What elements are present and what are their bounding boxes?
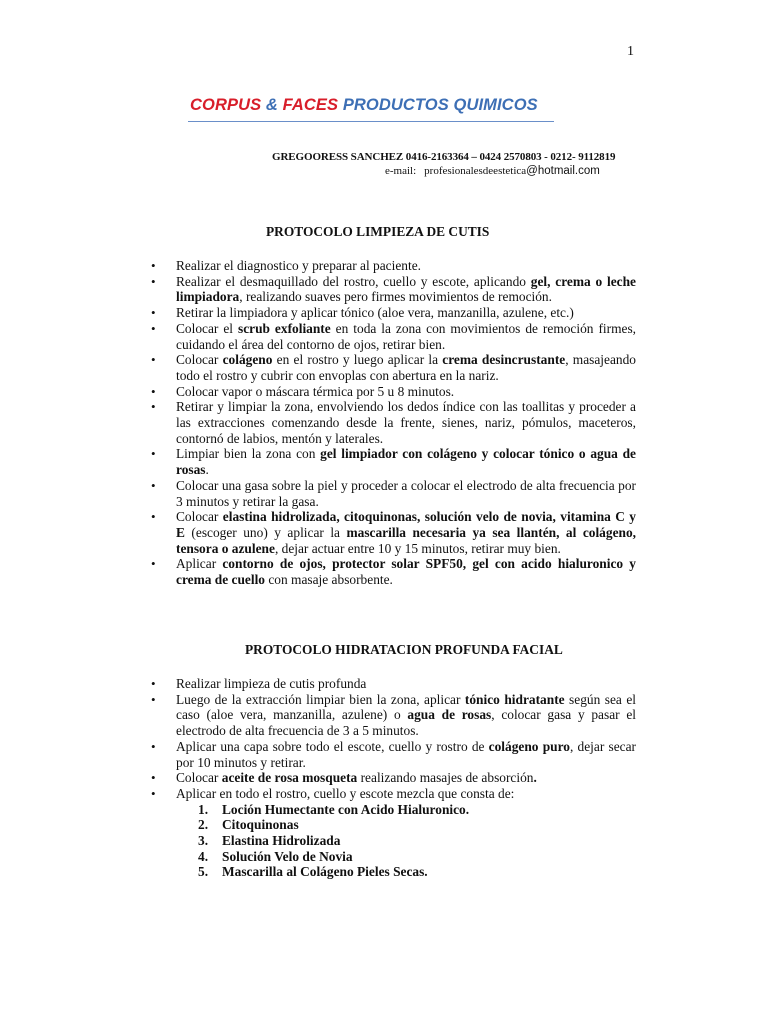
bold-text: scrub exfoliante: [237, 320, 331, 336]
text: en toda la zona con movimientos de remoción firmes, cuidando el área del contorno de ojos, retirar bien.: [176, 320, 637, 352]
mixture-number: 1.: [198, 801, 209, 817]
list-item: [0, 446, 636, 477]
list-item: [0, 739, 636, 770]
protocol2-heading: PROTOCOLO HIDRATACION PROFUNDA FACIAL: [245, 642, 563, 657]
text: Colocar: [176, 509, 223, 525]
list-item: [0, 556, 636, 587]
brand-faces: FACES: [282, 96, 339, 114]
bold-text: agua de rosas: [407, 707, 492, 723]
mixture-number: 2.: [198, 817, 209, 833]
mixture-item: [176, 817, 636, 833]
mixture-item: [176, 802, 636, 818]
text: Colocar el: [176, 320, 238, 336]
mixture-list: [176, 802, 636, 881]
protocol2-list: [0, 676, 636, 880]
text: realizando masajes de absorción: [357, 770, 534, 786]
text: Colocar: [176, 770, 222, 786]
list-item: [0, 478, 636, 509]
text: con masaje absorbente.: [265, 572, 393, 588]
list-item: [0, 509, 636, 556]
mixture-text: Loción Humectante con Acido Hialuronico.: [222, 801, 470, 817]
bold-text: .: [533, 770, 537, 786]
text: Colocar vapor o máscara térmica por 5 u 8 minutos.: [176, 383, 455, 399]
list-item: [0, 321, 636, 352]
company-title: [190, 96, 538, 115]
text: , masajeando todo el rostro y cubrir con envoplas con abertura en la nariz.: [176, 352, 637, 383]
list-item: [0, 258, 636, 274]
list-item: [0, 384, 636, 400]
mixture-item: [176, 833, 636, 849]
list-item: [0, 692, 636, 739]
list-item: [0, 352, 636, 383]
email-domain: @hotmail.com: [526, 165, 600, 177]
text: , colocar gasa y pasar el electrodo de alta frecuencia de 3 a 5 minutos.: [176, 707, 636, 739]
contact-line: GREGOORESS SANCHEZ 0416-2163364 – 0424 2570803 - 0212- 9112819: [272, 151, 616, 163]
bold-text: colágeno puro: [488, 738, 570, 754]
list-item: [0, 399, 636, 446]
mixture-item: [176, 864, 636, 880]
text: , realizando suaves pero firmes movimientos de remoción.: [239, 289, 552, 305]
brand-corpus: CORPUS: [190, 96, 262, 114]
bold-text: contorno de ojos, protector solar SPF50, gel con acido hialuronico y crema de cuello: [176, 556, 637, 588]
text: según sea el caso (aloe vera, manzanilla, azulene) o: [176, 691, 636, 723]
mixture-text: Elastina Hidrolizada: [222, 833, 341, 849]
text: .: [205, 462, 209, 478]
brand-ampersand: &: [265, 96, 278, 114]
list-item: [0, 305, 636, 321]
text: Realizar limpieza de cutis profunda: [176, 676, 367, 691]
list-item: [0, 676, 636, 692]
email-line: [385, 165, 600, 177]
text: Colocar una gasa sobre la piel y proceder a colocar el electrodo de alta frecuencia por 3 minutos y retirar la gasa.: [176, 477, 636, 509]
bold-text: elastina hidrolizada, citoquinonas, solución velo de novia, vitamina C y E: [176, 509, 636, 540]
text: Aplicar una capa sobre todo el escote, cuello y rostro de: [176, 738, 489, 754]
text: , dejar secar por 10 minutos y retirar.: [176, 738, 636, 770]
text: Realizar el desmaquillado del rostro, cuello y escote, aplicando: [176, 273, 531, 289]
text: en el rostro y luego aplicar la: [272, 352, 443, 368]
list-item: [0, 274, 636, 305]
text: Colocar: [176, 352, 223, 368]
bold-text: gel limpiador con colágeno y colocar tónico o agua de rosas: [176, 446, 636, 478]
text: , dejar actuar entre 10 y 15 minutos, retirar muy bien.: [274, 540, 561, 556]
text: Aplicar en todo el rostro, cuello y escote mezcla que consta de:: [176, 785, 515, 801]
mixture-number: 4.: [198, 848, 209, 864]
bold-text: tónico hidratante: [464, 691, 565, 707]
mixture-text: Solución Velo de Novia: [222, 848, 353, 864]
mixture-number: 3.: [198, 833, 209, 849]
email-label: e-mail:: [385, 165, 417, 177]
bold-text: crema desincrustante: [442, 352, 566, 368]
bold-text: aceite de rosa mosqueta: [221, 770, 358, 786]
mixture-text: Citoquinonas: [222, 817, 299, 833]
protocol1-list: [0, 258, 636, 588]
text: (escoger uno) y aplicar la: [184, 524, 347, 540]
text: Luego de la extracción limpiar bien la zona, aplicar: [176, 691, 465, 707]
bold-text: mascarilla necesaria ya sea llantén, al colágeno, tensora o azulene: [176, 524, 636, 556]
bold-text: colágeno: [222, 352, 273, 368]
email-user: profesionalesdeestetica: [424, 165, 527, 177]
brand-rest: PRODUCTOS QUIMICOS: [342, 96, 538, 114]
list-item: [0, 770, 636, 786]
bold-text: gel, crema o leche limpiadora: [176, 273, 636, 305]
page-number: 1: [627, 44, 634, 59]
text: Aplicar: [176, 556, 223, 572]
list-item: [0, 786, 636, 880]
text: Realizar el diagnostico y preparar al paciente.: [176, 258, 422, 273]
text: Limpiar bien la zona con: [176, 446, 321, 462]
text: Retirar la limpiadora y aplicar tónico (aloe vera, manzanilla, azulene, etc.): [176, 305, 574, 321]
protocol1-heading: PROTOCOLO LIMPIEZA DE CUTIS: [266, 224, 490, 239]
mixture-item: [176, 849, 636, 865]
text: Retirar y limpiar la zona, envolviendo los dedos índice con las toallitas y proceder a las extracciones comenzando desde la frente, sienes, nariz, pómulos, maceteros, contornó de labios, mentón y laterales.: [176, 399, 636, 446]
title-underline: [188, 121, 554, 122]
mixture-number: 5.: [198, 864, 209, 880]
mixture-text: Mascarilla al Colágeno Pieles Secas.: [222, 864, 428, 880]
